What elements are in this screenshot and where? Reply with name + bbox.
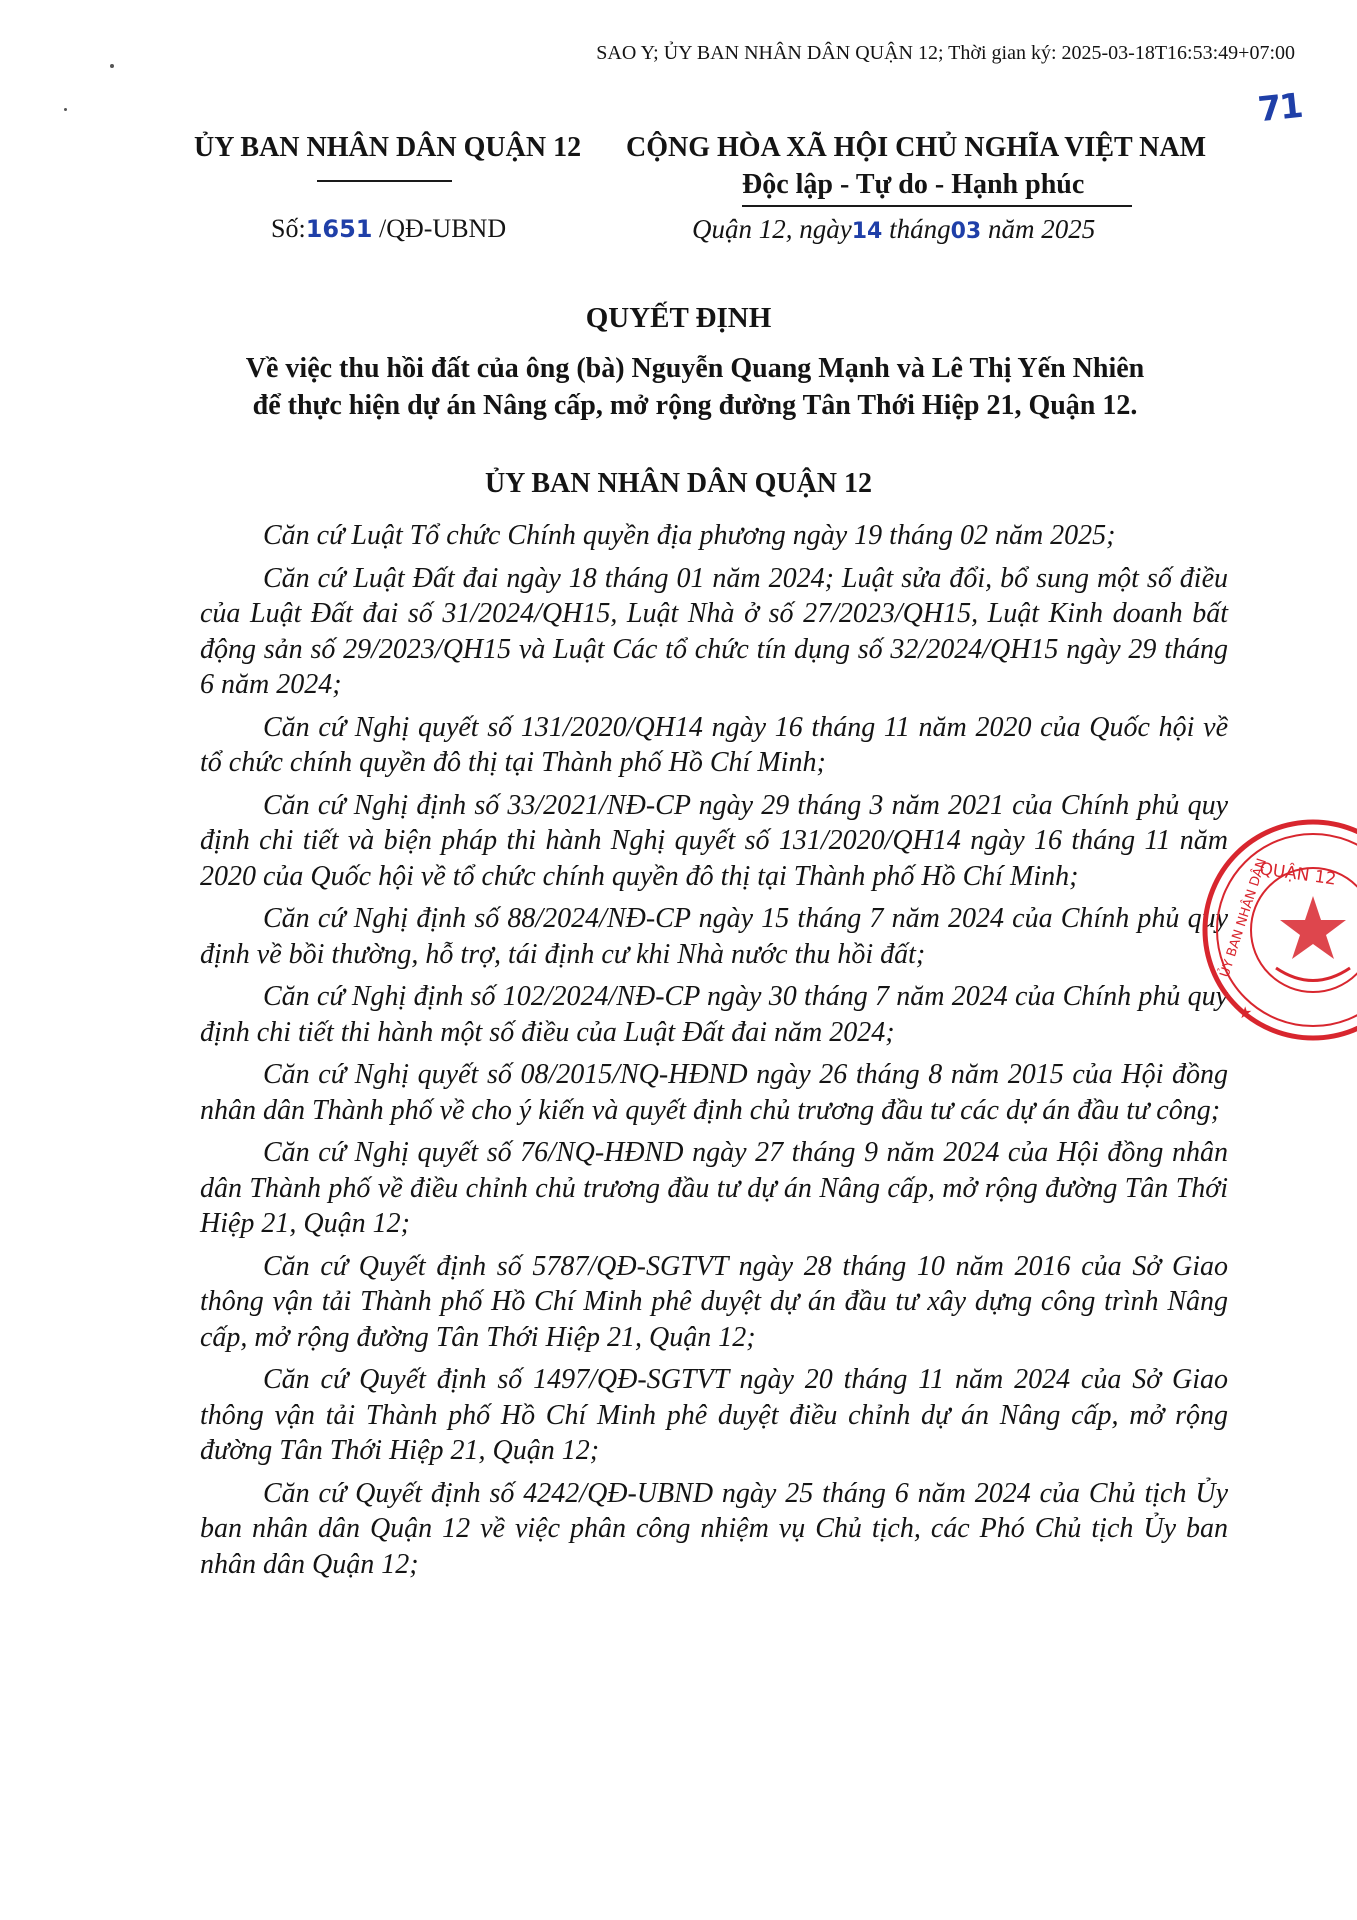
legal-basis-item: Căn cứ Quyết định số 4242/QĐ-UBND ngày 25 tháng 6 năm 2024 của Chủ tịch Ủy ban nhân dân Quận 12 về việc phân công nhiệm vụ Chủ tịch, các Phó Chủ tịch Ủy ban nhân dân Quận 12; [200,1477,1228,1580]
legal-basis-item: Căn cứ Nghị định số 33/2021/NĐ-CP ngày 29 tháng 3 năm 2021 của Chính phủ quy định chi tiết và biện pháp thi hành Nghị quyết số 131/2020/QH14 ngày 16 tháng 11 năm 2020 của Quốc hội về tổ chức chính quyền đô thị tại Thành phố Hồ Chí Minh; [200,789,1228,892]
legal-basis-item: Căn cứ Nghị quyết số 08/2015/NQ-HĐND ngày 26 tháng 8 năm 2015 của Hội đồng nhân dân Thành phố về cho ý kiến và quyết định chủ trương đầu tư các dự án đầu tư công; [200,1059,1228,1126]
scan-speck [64,108,67,111]
official-red-seal-icon [1188,818,1357,1043]
date-month-word: tháng [889,214,951,244]
motto-underline [742,205,1132,207]
national-title: CỘNG HÒA XÃ HỘI CHỦ NGHĨA VIỆT NAM [626,132,1207,163]
handwritten-page-mark: 71 [1256,85,1304,131]
issuer-underline [317,180,452,182]
legal-basis-item: Căn cứ Quyết định số 1497/QĐ-SGTVT ngày 20 tháng 11 năm 2024 của Sở Giao thông vận tải Thành phố Hồ Chí Minh phê duyệt điều chỉnh dự án Nâng cấp, mở rộng đường Tân Thới Hiệp 21, Quận 12; [200,1364,1228,1466]
legal-basis-item: Căn cứ Nghị quyết số 131/2020/QH14 ngày 16 tháng 11 năm 2020 của Quốc hội về tổ chức chính quyền đô thị tại Thành phố Hồ Chí Minh; [200,711,1228,778]
doc-number-prefix: Số: [271,214,306,243]
handwritten-day: 14 [851,219,883,244]
scan-speck [110,64,114,68]
copy-certification-line: SAO Y; ỦY BAN NHÂN DÂN QUẬN 12; Thời gian ký: 2025-03-18T16:53:49+07:00 [596,42,1295,64]
date-place-day: Quận 12, ngày [692,214,852,244]
place-date-line [692,214,1095,245]
national-motto: Độc lập - Tự do - Hạnh phúc [742,169,1085,200]
date-year: năm 2025 [988,214,1096,244]
legal-basis-item: Căn cứ Nghị quyết số 76/NQ-HĐND ngày 27 tháng 9 năm 2024 của Hội đồng nhân dân Thành phố về điều chỉnh chủ trương đầu tư dự án Nâng cấp, mở rộng đường Tân Thới Hiệp 21, Quận 12; [200,1137,1228,1239]
seal-text-top: QUẬN 12 [1258,859,1338,890]
document-subject [160,350,1230,424]
subject-line: Về việc thu hồi đất của ông (bà) Nguyễn Quang Mạnh và Lê Thị Yến Nhiên [245,353,1145,384]
legal-bases-list [200,518,1228,1589]
issuing-authority: ỦY BAN NHÂN DÂN QUẬN 12 [484,468,873,499]
legal-basis-item: Căn cứ Luật Tổ chức Chính quyền địa phương ngày 19 tháng 02 năm 2025; [263,520,1116,551]
document-number [271,214,506,244]
doc-number-suffix: /QĐ-UBND [378,214,507,243]
legal-basis-item: Căn cứ Quyết định số 5787/QĐ-SGTVT ngày 28 tháng 10 năm 2016 của Sở Giao thông vận tải Thành phố Hồ Chí Minh phê duyệt dự án đầu tư xây dựng công trình Nâng cấp, mở rộng đường Tân Thới Hiệp 21, Quận 12; [200,1250,1228,1353]
issuing-agency: ỦY BAN NHÂN DÂN QUẬN 12 [194,132,582,163]
document-type-heading: QUYẾT ĐỊNH [585,302,772,334]
legal-basis-item: Căn cứ Luật Đất đai ngày 18 tháng 01 năm 2024; Luật sửa đổi, bổ sung một số điều của Luật Đất đai số 31/2024/QH15, Luật Nhà ở số 27/2023/QH15, Luật Kinh doanh bất động sản số 29/2023/QH15 và Luật Các tổ chức tín dụng số 32/2024/QH15 ngày 29 tháng 6 năm 2024; [200,562,1228,700]
subject-line: để thực hiện dự án Nâng cấp, mở rộng đường Tân Thới Hiệp 21, Quận 12. [252,390,1138,421]
seal-text-side: ỦY BAN NHÂN DÂN [1217,856,1271,980]
handwritten-month: 03 [950,219,982,244]
svg-text:★: ★ [1238,1003,1253,1022]
handwritten-doc-number: 1651 [305,215,373,243]
legal-basis-item: Căn cứ Nghị định số 102/2024/NĐ-CP ngày 30 tháng 7 năm 2024 của Chính phủ quy định chi tiết thi hành một số điều của Luật Đất đai năm 2024; [200,981,1228,1048]
legal-basis-item: Căn cứ Nghị định số 88/2024/NĐ-CP ngày 15 tháng 7 năm 2024 của Chính phủ quy định về bồi thường, hỗ trợ, tái định cư khi Nhà nước thu hồi đất; [200,903,1228,970]
